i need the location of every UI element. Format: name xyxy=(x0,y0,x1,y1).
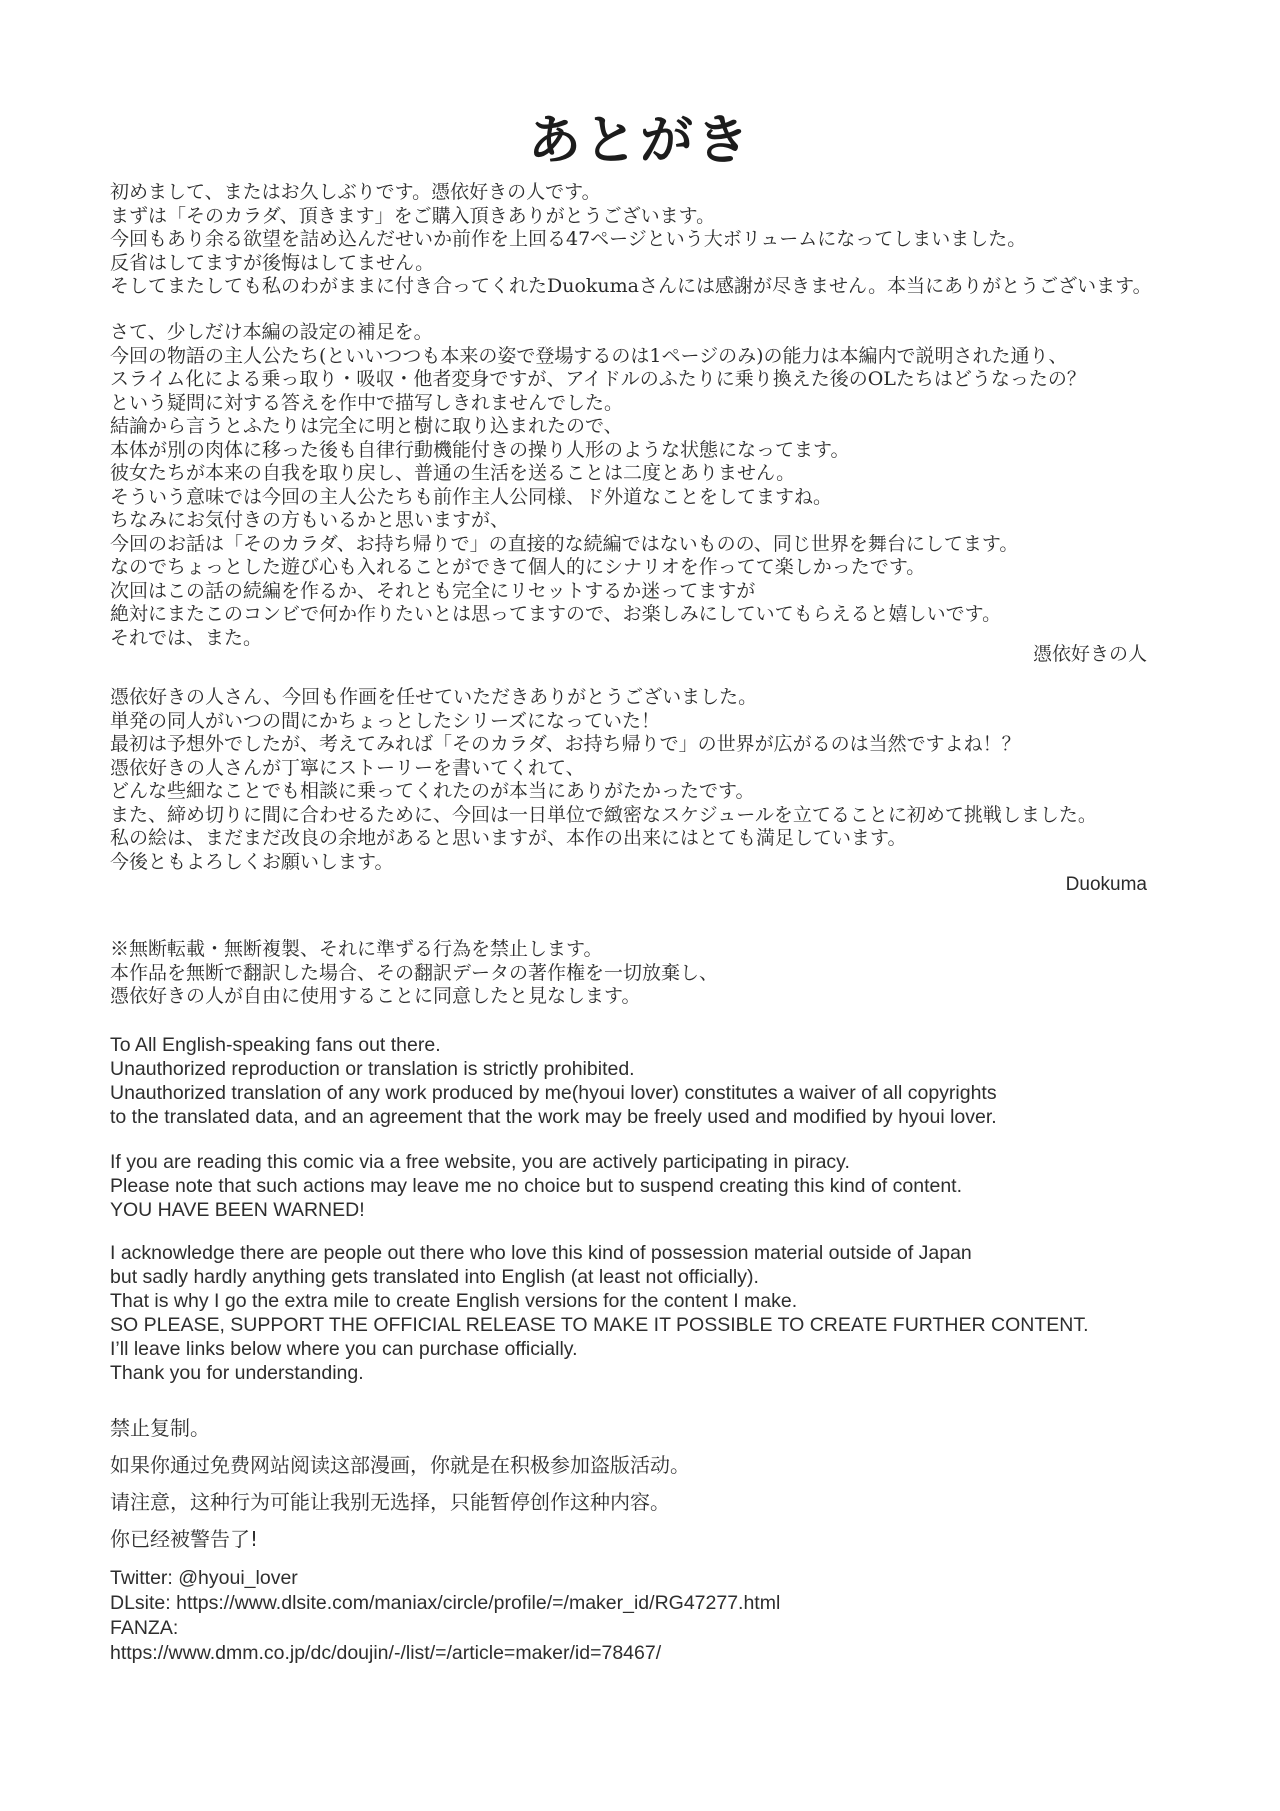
text-line: 反省はしてますが後悔はしてません。 xyxy=(110,251,435,274)
artist-comment-paragraph xyxy=(110,686,1240,874)
artist-signature: Duokuma xyxy=(1065,874,1147,895)
text-line: I acknowledge there are people out there who love this kind of possession material outside of Japan xyxy=(110,1242,972,1264)
intro-paragraph xyxy=(110,181,1240,299)
text-line: 今回の物語の主人公たち(といいつつも本来の姿で登場するのは1ページのみ)の能力は本編内で説明された通り、 xyxy=(110,344,1068,367)
text-line: I’ll leave links below where you can purchase officially. xyxy=(110,1338,578,1360)
text-line: そしてまたしても私のわがままに付き合ってくれたDuokumaさんには感謝が尽きません。本当にありがとうございます。 xyxy=(110,275,1152,297)
text-line: Unauthorized translation of any work produced by me(hyoui lover) constitutes a waiver of all copyrights xyxy=(110,1082,997,1104)
text-line: 結論から言うとふたりは完全に明と樹に取り込まれたので、 xyxy=(110,415,623,437)
text-line: to the translated data, and an agreement that the work may be freely used and modified by hyoui lover. xyxy=(110,1106,997,1128)
en-notice-paragraph-1 xyxy=(110,1033,1240,1129)
text-line: That is why I go the extra mile to create English versions for the content I make. xyxy=(110,1290,798,1312)
text-line: YOU HAVE BEEN WARNED! xyxy=(110,1199,365,1221)
text-line: Thank you for understanding. xyxy=(110,1362,364,1384)
fanza-link: https://www.dmm.co.jp/dc/doujin/-/list/=/article=maker/id=78467/ xyxy=(110,1642,662,1664)
text-line: まずは「そのカラダ、頂きます」をご購入頂きありがとうございます。 xyxy=(110,204,716,227)
text-line: という疑問に対する答えを作中で描写しきれませんでした。 xyxy=(110,391,624,414)
text-line: なのでちょっとした遊び心も入れることができて個人的にシナリオを作ってて楽しかったです。 xyxy=(110,556,926,578)
text-line: 次回はこの話の続編を作るか、それとも完全にリセットするか迷ってますが xyxy=(110,579,756,602)
text-line: どんな些細なことでも相談に乗ってくれたのが本当にありがたかったです。 xyxy=(110,780,755,802)
story-notes-paragraph xyxy=(110,321,1240,650)
text-line: 絶対にまたこのコンビで何か作りたいとは思ってますので、お楽しみにしていてもらえると嬉しいです。 xyxy=(110,603,1002,625)
text-line: If you are reading this comic via a free website, you are actively participating in piracy. xyxy=(110,1151,850,1173)
text-line: 今後ともよろしくお願いします。 xyxy=(110,850,394,873)
text-line: 最初は予想外でしたが、考えてみれば「そのカラダ、お持ち帰りで」の世界が広がるのは当然ですよね！？ xyxy=(110,733,1021,755)
contact-links-block xyxy=(110,1566,1240,1666)
text-line: ちなみにお気付きの方もいるかと思いますが、 xyxy=(110,509,510,531)
text-line: 初めまして、またはお久しぶりです。憑依好きの人です。 xyxy=(110,181,601,203)
dlsite-link: DLsite: https://www.dlsite.com/maniax/circle/profile/=/maker_id/RG47277.html xyxy=(110,1592,781,1614)
text-line: ※無断転載・無断複製、それに準ずる行為を禁止します。 xyxy=(110,938,603,960)
text-line: 憑依好きの人さん、今回も作画を任せていただきありがとうございました。 xyxy=(110,686,758,708)
cn-notice-paragraph xyxy=(110,1410,1240,1558)
text-line: それでは、また。 xyxy=(110,626,263,649)
text-line: but sadly hardly anything gets translated into English (at least not officially). xyxy=(110,1266,759,1288)
text-line: 私の絵は、まだまだ改良の余地があると思いますが、本作の出来にはとても満足しています。 xyxy=(110,827,907,849)
text-line: 本作品を無断で翻訳した場合、その翻訳データの著作権を一切放棄し、 xyxy=(110,961,719,984)
text-line: 请注意，这种行为可能让我别无选择，只能暂停创作这种内容。 xyxy=(110,1490,670,1514)
text-line: 彼女たちが本来の自我を取り戻し、普通の生活を送ることは二度とありません。 xyxy=(110,462,796,484)
en-notice-paragraph-3 xyxy=(110,1241,1240,1385)
author-signature: 憑依好きの人 xyxy=(1032,643,1147,665)
text-line: 禁止复制。 xyxy=(110,1416,210,1440)
fanza-label: FANZA: xyxy=(110,1617,179,1639)
text-line: To All English-speaking fans out there. xyxy=(110,1034,441,1056)
text-line: 憑依好きの人さんが丁寧にストーリーを書いてくれて、 xyxy=(110,756,585,779)
en-notice-paragraph-2 xyxy=(110,1150,1240,1222)
text-line: Unauthorized reproduction or translation is strictly prohibited. xyxy=(110,1058,635,1080)
jp-copyright-notice xyxy=(110,938,1240,1009)
text-line: そういう意味では今回の主人公たちも前作主人公同様、ド外道なことをしてますね。 xyxy=(110,485,833,508)
text-line: また、締め切りに間に合わせるために、今回は一日単位で緻密なスケジュールを立てることに初めて挑戦しました。 xyxy=(110,803,1097,826)
text-line: 今回もあり余る欲望を詰め込んだせいか前作を上回る47ページという大ボリュームになってしまいました。 xyxy=(110,228,1027,250)
text-line: Please note that such actions may leave me no choice but to suspend creating this kind of content. xyxy=(110,1175,963,1197)
text-line: SO PLEASE, SUPPORT THE OFFICIAL RELEASE TO MAKE IT POSSIBLE TO CREATE FURTHER CONTENT. xyxy=(110,1314,1089,1336)
text-line: 単発の同人がいつの間にかちょっとしたシリーズになっていた！ xyxy=(110,709,661,732)
text-line: 今回のお話は「そのカラダ、お持ち帰りで」の直接的な続編ではないものの、同じ世界を舞台にしてます。 xyxy=(110,532,1019,555)
text-line: 你已经被警告了! xyxy=(110,1527,259,1551)
twitter-handle: Twitter: @hyoui_lover xyxy=(110,1567,298,1589)
page-title: あとがき xyxy=(528,109,752,171)
text-line: 憑依好きの人が自由に使用することに同意したと見なします。 xyxy=(110,985,641,1007)
text-line: 本体が別の肉体に移った後も自律行動機能付きの操り人形のような状態になってます。 xyxy=(110,438,850,461)
text-line: スライム化による乗っ取り・吸収・他者変身ですが、アイドルのふたりに乗り換えた後のOLたちはどうなったの？ xyxy=(110,368,1086,390)
text-line: さて、少しだけ本編の設定の補足を。 xyxy=(110,321,433,343)
text-line: 如果你通过免费网站阅读这部漫画，你就是在积极参加盗版活动。 xyxy=(110,1453,690,1477)
